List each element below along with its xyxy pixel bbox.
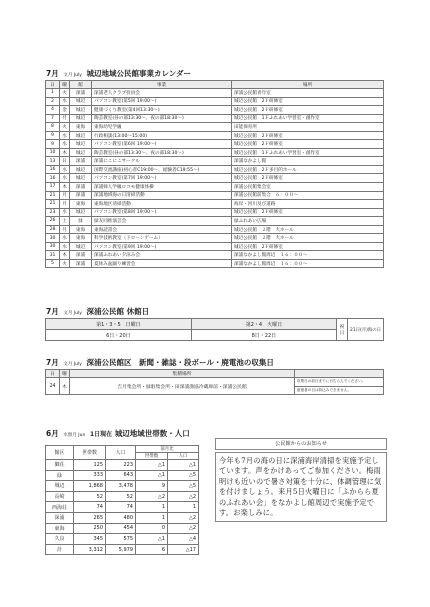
calendar-row (46, 191, 384, 200)
calendar-cell: 城辺公民館 ２階 大ホール (232, 225, 384, 234)
population-cell: 52 (74, 491, 106, 502)
population-cell: 333 (74, 470, 106, 481)
holiday-month: 7月 (46, 307, 59, 316)
holiday-col2-head: 第2・4 火曜日 (191, 319, 336, 330)
calendar-row (46, 106, 384, 115)
holiday-heading: 深浦公民館 休館日 (86, 307, 150, 316)
population-head-compare-people: 人口 (168, 453, 199, 460)
population-cell: △1 (136, 460, 168, 471)
calendar-cell: 海岸・河川及び道路 (232, 200, 384, 209)
calendar-cell: 城辺公民館 2Ｆ多目的ホール (232, 165, 384, 174)
population-cell: 御荘 (46, 460, 74, 471)
calendar-cell: 水 (60, 234, 70, 243)
calendar-row (46, 157, 384, 166)
calendar-cell: 5 (46, 259, 60, 268)
calendar-heading: 城辺地域公民館事業カレンダー (86, 69, 192, 78)
holiday-col2-value: 8日・22日 (191, 330, 336, 341)
collection-head-note (295, 370, 384, 378)
calendar-cell: 城辺 (70, 140, 92, 149)
population-cell: △4 (168, 534, 199, 545)
population-row (46, 502, 199, 513)
calendar-cell: 木 (60, 251, 70, 260)
collection-month-small: 文月 July (63, 362, 82, 367)
calendar-cell: 深浦公民館前集合 ６：００〜 (232, 191, 384, 200)
calendar-cell: 木 (60, 148, 70, 157)
calendar-cell: 城辺公民館 2Ｆ研修室 (232, 131, 384, 140)
calendar-cell: 緑友同推演芸会 (92, 217, 232, 226)
population-head-people: 人口 (106, 446, 136, 460)
population-cell: 1 (136, 512, 168, 523)
calendar-header-row (46, 81, 384, 89)
calendar-row (46, 242, 384, 251)
calendar-cell: 火 (60, 89, 70, 98)
population-row (46, 470, 199, 481)
population-cell: 480 (106, 512, 136, 523)
calendar-row (46, 148, 384, 157)
population-heading: 城辺地域世帯数・人口 (114, 429, 190, 438)
population-row (46, 491, 199, 502)
calendar-cell: 城辺公民館 1Ｆふれあい学習室・創作室 (232, 148, 384, 157)
holiday-month-small: 文月 July (63, 311, 82, 316)
calendar-cell: 16 (46, 165, 60, 174)
calendar-cell: 城辺公民館 2Ｆ研修室 (232, 140, 384, 149)
calendar-cell: 城辺公民館 2Ｆ研修室 (232, 174, 384, 183)
calendar-cell: 深浦にこにこサークル (92, 157, 232, 166)
calendar-cell: 火 (60, 123, 70, 132)
holiday-side-value: 21日(月)海の日 (348, 319, 384, 341)
calendar-cell: 30 (46, 242, 60, 251)
collection-heading: 深浦公民館区 新聞・雑誌・段ボール・廃電池の収集日 (86, 358, 274, 367)
population-head-compare: 前月比 (136, 446, 199, 453)
calendar-cell: 城辺公民館 2Ｆ研修室 (232, 106, 384, 115)
calendar-cell: 科学技術教室（ドローンゲーム） (92, 234, 232, 243)
calendar-row (46, 123, 384, 132)
calendar-cell: 緑 (70, 217, 92, 226)
population-cell: 52 (106, 491, 136, 502)
calendar-cell: 2 (46, 97, 60, 106)
holiday-col1-head: 第1・3・5 日曜日 (46, 319, 192, 330)
calendar-cell: 深浦公民館青年室 (232, 89, 384, 98)
population-cell: △5 (168, 470, 199, 481)
calendar-cell: 深浦老人クラブ役員会 (92, 89, 232, 98)
calendar-cell: 東海 (70, 234, 92, 243)
population-cell: 1,868 (74, 481, 106, 492)
population-cell: △1 (136, 534, 168, 545)
calendar-cell: 城辺公民館 ２階 大ホール (232, 234, 384, 243)
population-cell: 1 (168, 502, 199, 513)
calendar-title (46, 68, 191, 79)
calendar-cell: 1 (46, 89, 60, 98)
calendar-cell: 9 (46, 131, 60, 140)
calendar-row (46, 97, 384, 106)
calendar-cell: 城辺 (70, 165, 92, 174)
population-month-small: 水無月 Jun (63, 433, 86, 438)
calendar-cell: パソコン教室(第6回 19:00〜) (92, 140, 232, 149)
population-head-compare-households: 世帯数 (136, 453, 168, 460)
population-cell: △2 (136, 491, 168, 502)
calendar-cell: 16 (46, 174, 60, 183)
calendar-row (46, 234, 384, 243)
collection-head-day: 日 (46, 370, 60, 378)
calendar-head-0: 日 (46, 81, 60, 89)
calendar-cell: 26 (46, 217, 60, 226)
population-row (46, 544, 199, 555)
calendar-cell: 城辺公民館 2Ｆ研修室 (232, 208, 384, 217)
calendar-month-small: 文月 July (63, 73, 82, 78)
calendar-table (45, 80, 384, 268)
calendar-cell: 東海地区清掃活動 (92, 200, 232, 209)
calendar-cell: 月 (60, 225, 70, 234)
calendar-cell: パソコン教室(第7回 19:00〜) (92, 174, 232, 183)
calendar-cell: 月 (60, 200, 70, 209)
calendar-cell: 21 (46, 191, 60, 200)
collection-note-2: 留意者の日は持込みできません。 (295, 386, 384, 395)
population-cell: 74 (106, 502, 136, 513)
calendar-cell: 7 (46, 114, 60, 123)
population-cell: △5 (168, 481, 199, 492)
calendar-cell: 陶芸教室(昼の部13:30〜、夜の部18:30〜) (92, 148, 232, 157)
notice-heading: 公民館からのお知らせ (215, 438, 387, 450)
population-cell: △2 (168, 523, 199, 534)
collection-header-row (46, 370, 384, 378)
calendar-cell: 夏休み盆踊り練習会 (92, 259, 232, 268)
collection-place: 吉月集会所・緑駐集会所・田深浦漁協冷蔵庫前・深浦公民館 (70, 378, 295, 395)
calendar-cell: 木 (60, 183, 70, 192)
calendar-cell: 8 (46, 123, 60, 132)
population-cell: 緑 (46, 470, 74, 481)
population-cell: 9 (136, 481, 168, 492)
population-head-households: 世帯数 (74, 446, 106, 460)
population-table (45, 445, 199, 555)
calendar-row (46, 225, 384, 234)
notice-body: 今年も7月の海の日に深浦海岸清掃を実施予定しています。声をかけあってご参加ください。梅雨明けも近いので暑さ対策を十分に、体調管理に気を付けましょう。来月5日火曜日に「ふからら夏のふれあい会」をなかよし館周辺で実施予定です。お楽しみに。 (215, 452, 387, 522)
calendar-row (46, 114, 384, 123)
calendar-cell: 城辺 (70, 208, 92, 217)
calendar-row (46, 165, 384, 174)
population-cell: 0 (136, 523, 168, 534)
calendar-cell: 深浦 (70, 157, 92, 166)
calendar-cell: 31 (46, 251, 60, 260)
population-row (46, 481, 199, 492)
calendar-cell: 23 (46, 208, 60, 217)
population-cell: 長崎 (46, 491, 74, 502)
calendar-cell: 深浦なかよし館 (232, 157, 384, 166)
population-cell: 345 (74, 534, 106, 545)
calendar-cell: 深浦婦人学級ロコモ健康体操 (92, 183, 232, 192)
calendar-cell: 行政相談(13:00〜15:00) (92, 131, 232, 140)
calendar-cell: 深浦地域海の日清掃活動 (92, 191, 232, 200)
calendar-head-4: 場所 (232, 81, 384, 89)
population-cell: 125 (74, 460, 106, 471)
population-cell: 久良 (46, 534, 74, 545)
calendar-cell: 水 (60, 165, 70, 174)
calendar-cell: 4 (46, 106, 60, 115)
calendar-cell: 城辺 (70, 148, 92, 157)
calendar-cell: 日 (60, 157, 70, 166)
population-cell: △1 (168, 460, 199, 471)
calendar-cell: 城辺公民館 2Ｆ研修室 (232, 97, 384, 106)
calendar-row (46, 89, 384, 98)
calendar-cell: 深浦 (70, 183, 92, 192)
population-cell: △17 (168, 544, 199, 555)
calendar-row (46, 259, 384, 268)
calendar-cell: 深浦 (70, 251, 92, 260)
population-title (46, 428, 190, 439)
collection-note: 収集日の前日までに日ちらんでください。 (295, 378, 384, 387)
calendar-cell: 東海幼児学級 (92, 123, 232, 132)
calendar-cell: 城辺 (70, 114, 92, 123)
calendar-row (46, 174, 384, 183)
collection-title (46, 357, 274, 368)
calendar-cell: 月 (60, 191, 70, 200)
calendar-head-2: 館 (70, 81, 92, 89)
calendar-cell: 水 (60, 208, 70, 217)
population-cell: 575 (106, 534, 136, 545)
calendar-cell: 田能保育所 (232, 123, 384, 132)
population-cell: 3,478 (106, 481, 136, 492)
calendar-row (46, 140, 384, 149)
population-date: 1日現在 (89, 431, 113, 438)
calendar-cell: 水 (60, 131, 70, 140)
collection-row (46, 378, 384, 387)
calendar-cell: 13 (46, 157, 60, 166)
population-cell: 3,312 (74, 544, 106, 555)
holiday-side-label: 祝日 (337, 319, 348, 341)
calendar-row (46, 131, 384, 140)
calendar-cell: 28 (46, 225, 60, 234)
population-row (46, 534, 199, 545)
population-cell: 5,979 (106, 544, 136, 555)
calendar-cell: 深浦 (70, 89, 92, 98)
population-cell: 250 (74, 523, 106, 534)
population-cell: 74 (74, 502, 106, 513)
population-cell: 265 (74, 512, 106, 523)
calendar-cell: 陶芸教室(昼の部13:30〜、夜の部18:30〜) (92, 114, 232, 123)
calendar-cell: パソコン教室(第5回 19:00〜) (92, 97, 232, 106)
calendar-cell: 月 (60, 114, 70, 123)
calendar-cell: 9 (46, 140, 60, 149)
calendar-cell: 火 (60, 259, 70, 268)
population-cell: 西海荘 (46, 502, 74, 513)
population-cell: 計 (46, 544, 74, 555)
calendar-head-1: 曜 (60, 81, 70, 89)
calendar-cell: 10 (46, 148, 60, 157)
population-row (46, 512, 199, 523)
population-cell: △2 (168, 491, 199, 502)
population-cell: 1 (136, 502, 168, 513)
calendar-cell: 深浦 (70, 191, 92, 200)
population-row (46, 460, 199, 471)
calendar-cell: 水 (60, 140, 70, 149)
population-cell: 643 (106, 470, 136, 481)
calendar-head-3: 事業 (92, 81, 232, 89)
calendar-cell: 城辺 (70, 174, 92, 183)
calendar-cell: 金 (60, 106, 70, 115)
collection-head-weekday: 曜 (60, 370, 70, 378)
calendar-cell: 城辺 (70, 106, 92, 115)
collection-table (45, 369, 384, 395)
calendar-cell: 深浦なかよし館周辺 １６：００〜 (232, 251, 384, 260)
calendar-cell: 城辺公民館 2Ｆ研修室 (232, 242, 384, 251)
collection-head-place: 集積場所 (70, 370, 295, 378)
population-cell: 東海 (46, 523, 74, 534)
population-row (46, 523, 199, 534)
calendar-row (46, 200, 384, 209)
calendar-cell: 21 (46, 200, 60, 209)
population-cell: △2 (168, 512, 199, 523)
calendar-cell: 30 (46, 234, 60, 243)
calendar-cell: 深浦ふれあい夕涼み会 (92, 251, 232, 260)
calendar-cell: 土 (60, 217, 70, 226)
calendar-cell: 健康づくり教室(第4回13:30〜) (92, 106, 232, 115)
holiday-col1-value: 6日・20日 (46, 330, 192, 341)
calendar-cell: パソコン教室(第9回 19:00〜) (92, 242, 232, 251)
population-cell: 深浦 (46, 512, 74, 523)
collection-month: 7月 (46, 358, 59, 367)
calendar-cell: 水 (60, 174, 70, 183)
calendar-cell: 深浦なかよし館周辺 １６：００〜 (232, 259, 384, 268)
collection-weekday: 木 (60, 378, 70, 395)
calendar-cell: 東海 (70, 123, 92, 132)
calendar-cell: 水 (60, 97, 70, 106)
holiday-table (45, 318, 384, 341)
calendar-cell: 城辺公民館 1Ｆふれあい学習室・創作室 (232, 114, 384, 123)
population-cell: △1 (136, 470, 168, 481)
calendar-row (46, 208, 384, 217)
population-cell: 城辺 (46, 481, 74, 492)
population-cell: 6 (136, 544, 168, 555)
calendar-cell: 緑ふれあい広場 (232, 217, 384, 226)
calendar-cell: 城辺 (70, 242, 92, 251)
calendar-cell: 深浦公民館集会室 (232, 183, 384, 192)
calendar-cell: 東海読書会 (92, 225, 232, 234)
population-month: 6月 (46, 429, 59, 438)
calendar-month: 7月 (46, 69, 59, 78)
calendar-cell: 17 (46, 183, 60, 192)
population-cell: 223 (106, 460, 136, 471)
calendar-row (46, 183, 384, 192)
calendar-cell: パソコン教室(第8回 19:00〜) (92, 208, 232, 217)
population-header-row (46, 446, 199, 453)
population-head-district: 館区 (46, 446, 74, 460)
holiday-title (46, 306, 149, 317)
calendar-cell: 東海 (70, 225, 92, 234)
calendar-cell: 深浦 (70, 259, 92, 268)
population-cell: 454 (106, 523, 136, 534)
calendar-cell: 国際交流講座(初心者C19:00〜、経験者C19:55〜) (92, 165, 232, 174)
calendar-cell: 城辺 (70, 131, 92, 140)
calendar-cell: 東海 (70, 200, 92, 209)
calendar-row (46, 251, 384, 260)
calendar-row (46, 217, 384, 226)
collection-day: 24 (46, 378, 60, 395)
calendar-cell: 城辺 (70, 97, 92, 106)
calendar-cell: 水 (60, 242, 70, 251)
